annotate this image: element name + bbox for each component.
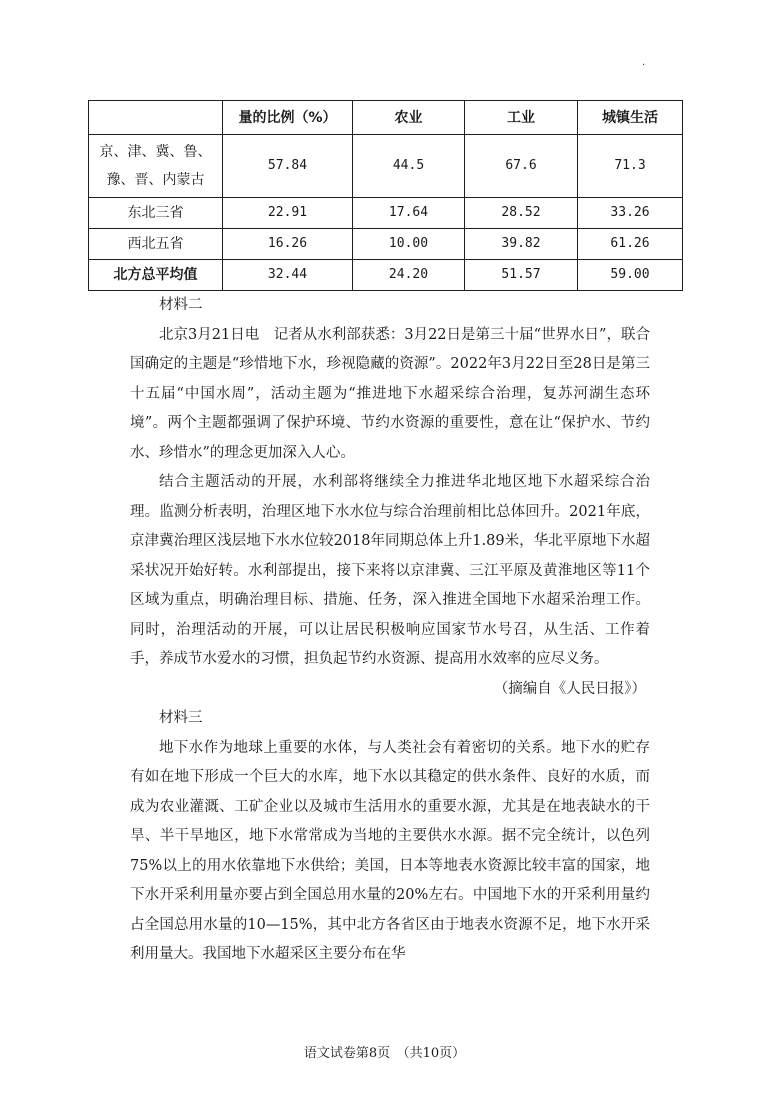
material-two-heading: 材料二 <box>159 297 203 313</box>
paragraph: 北京3月21日电 记者从水利部获悉：3月22日是第三十届“世界水日”，联合国确定的主题是“珍惜地下水，珍视隐藏的资源”。2022年3月22日至28日是第三十五届“中国水周”，活动主题为“推进地下水超采综合治理，复苏河湖生态环境”。两个主题都强调了保护环境、节约水资源的重要性，意在让“保护水、节约水、珍惜水”的理念更加深入人心。 <box>130 326 650 461</box>
table-row <box>89 229 683 260</box>
paragraph: 结合主题活动的开展，水利部将继续全力推进华北地区地下水超采综合治理。监测分析表明，治理区地下水水位与综合治理前相比总体回升。2021年底，京津冀治理区浅层地下水水位较2018年同期总体上升1.89米，华北平原地下水超采状况开始好转。水利部提出，接下来将以京津冀、三江平原及黄淮地区等11个区域为重点，明确治理目标、措施、任务，深入推进全国地下水超采治理工作。同时，治理活动的开展，可以让居民积极响应国家节水号召，从生活、工作着手，养成节水爱水的习惯，担负起节约水资源、提高用水效率的应尽义务。 <box>130 474 650 667</box>
value-cell: 57.84 <box>223 135 353 198</box>
article-body <box>130 291 650 970</box>
value-cell: 59.00 <box>578 260 683 291</box>
value-cell: 67.6 <box>465 135 578 198</box>
paragraph: 地下水作为地球上重要的水体，与人类社会有着密切的关系。地下水的贮存有如在地下形成一个巨大的水库，地下水以其稳定的供水条件、良好的水质，而成为农业灌溉、工矿企业以及城市生活用水的重要水源，尤其是在地表缺水的干旱、半干旱地区，地下水常常成为当地的主要供水水源。据不完全统计，以色列75%以上的用水依靠地下水供给；美国，日本等地表水资源比较丰富的国家，地下水开采利用量亦要占到全国总用水量的20%左右。中国地下水的开采利用量约占全国总用水量的10—15%，其中北方各省区由于地表水资源不足，地下水开采利用量大。我国地下水超采区主要分布在华 <box>130 739 650 962</box>
table-row <box>89 260 683 291</box>
region-line: 豫、晋、内蒙古 <box>106 172 205 188</box>
region-cell: 北方总平均值 <box>89 260 223 291</box>
region-cell: 东北三省 <box>89 198 223 229</box>
value-cell: 32.44 <box>223 260 353 291</box>
table-row <box>89 135 683 198</box>
page-footer: 语文试卷第8页 （共10页） <box>303 1046 466 1061</box>
value-cell: 16.26 <box>223 229 353 260</box>
source-citation: （摘编自《人民日报》） <box>493 680 646 697</box>
value-cell: 39.82 <box>465 229 578 260</box>
header-cell: 量的比例（%） <box>223 101 353 135</box>
table-header-row <box>89 101 683 135</box>
value-cell: 71.3 <box>578 135 683 198</box>
value-cell: 51.57 <box>465 260 578 291</box>
corner-mark: . <box>642 57 646 68</box>
value-cell: 24.20 <box>353 260 465 291</box>
header-cell: 农业 <box>353 101 465 135</box>
header-cell: 工业 <box>465 101 578 135</box>
groundwater-ratio-table <box>88 100 683 291</box>
table-row <box>89 198 683 229</box>
region-cell: 西北五省 <box>89 229 223 260</box>
header-cell <box>89 101 223 135</box>
region-cell <box>89 135 223 198</box>
header-cell: 城镇生活 <box>578 101 683 135</box>
material-three-heading: 材料三 <box>159 710 203 726</box>
value-cell: 61.26 <box>578 229 683 260</box>
value-cell: 17.64 <box>353 198 465 229</box>
value-cell: 44.5 <box>353 135 465 198</box>
value-cell: 33.26 <box>578 198 683 229</box>
value-cell: 10.00 <box>353 229 465 260</box>
value-cell: 22.91 <box>223 198 353 229</box>
region-line: 京、津、冀、鲁、 <box>99 144 212 160</box>
value-cell: 28.52 <box>465 198 578 229</box>
